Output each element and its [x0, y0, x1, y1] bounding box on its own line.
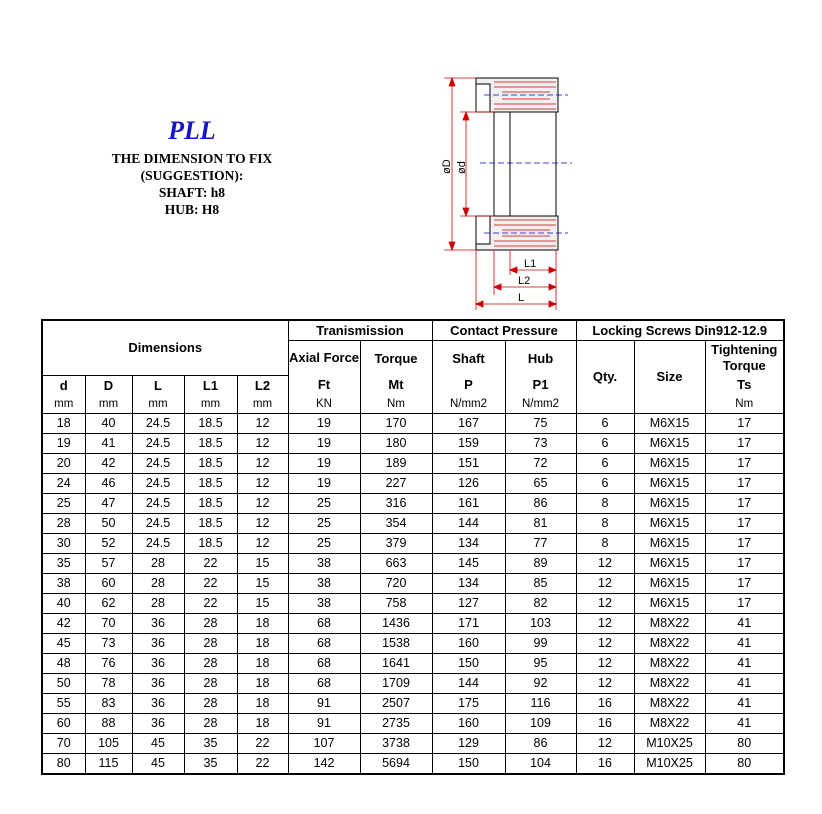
- cell-qty: 16: [576, 753, 634, 774]
- cell-L1: 35: [184, 733, 237, 753]
- cell-mt: 1709: [360, 673, 432, 693]
- cell-L1: 18.5: [184, 433, 237, 453]
- cell-L1: 28: [184, 633, 237, 653]
- cell-size: M6X15: [634, 413, 705, 433]
- unit-cell: mm: [184, 395, 237, 414]
- cell-D: 40: [85, 413, 132, 433]
- cell-mt: 180: [360, 433, 432, 453]
- cell-L1: 18.5: [184, 533, 237, 553]
- cell-ft: 25: [288, 513, 360, 533]
- cell-L2: 22: [237, 733, 288, 753]
- unit-cell: mm: [237, 395, 288, 414]
- cell-d: 40: [42, 593, 85, 613]
- table-row: [42, 653, 784, 673]
- cell-D: 60: [85, 573, 132, 593]
- cell-p: 150: [432, 653, 505, 673]
- l2-label: L2: [518, 275, 531, 287]
- table-row: [42, 413, 784, 433]
- cell-ts: 41: [705, 713, 784, 733]
- cell-mt: 1436: [360, 613, 432, 633]
- cell-L: 24.5: [132, 453, 184, 473]
- cell-qty: 12: [576, 553, 634, 573]
- cell-size: M6X15: [634, 513, 705, 533]
- cell-d: 28: [42, 513, 85, 533]
- cell-qty: 12: [576, 733, 634, 753]
- cell-L1: 28: [184, 673, 237, 693]
- cell-D: 70: [85, 613, 132, 633]
- cell-qty: 6: [576, 453, 634, 473]
- cell-p1: 81: [505, 513, 576, 533]
- cell-L2: 12: [237, 453, 288, 473]
- shaft-header: Shaft: [432, 341, 505, 376]
- cell-L2: 18: [237, 633, 288, 653]
- table-row: [42, 593, 784, 613]
- cell-mt: 170: [360, 413, 432, 433]
- cell-L1: 28: [184, 613, 237, 633]
- cell-L2: 18: [237, 693, 288, 713]
- cell-L: 24.5: [132, 513, 184, 533]
- unit-cell: mm: [42, 395, 85, 414]
- cell-ts: 17: [705, 593, 784, 613]
- cell-L2: 15: [237, 593, 288, 613]
- cell-L1: 28: [184, 653, 237, 673]
- table-row: [42, 613, 784, 633]
- cell-D: 88: [85, 713, 132, 733]
- cell-ts: 80: [705, 753, 784, 774]
- cell-d: 70: [42, 733, 85, 753]
- cell-mt: 663: [360, 553, 432, 573]
- cell-mt: 227: [360, 473, 432, 493]
- torque-header: Torque: [360, 341, 432, 376]
- cell-mt: 379: [360, 533, 432, 553]
- cell-d: 60: [42, 713, 85, 733]
- dimension-lines: [444, 78, 556, 310]
- cell-p: 144: [432, 513, 505, 533]
- cell-ft: 19: [288, 433, 360, 453]
- cell-L1: 18.5: [184, 473, 237, 493]
- cell-size: M6X15: [634, 533, 705, 553]
- cell-d: 35: [42, 553, 85, 573]
- cell-L: 36: [132, 713, 184, 733]
- cell-mt: 5694: [360, 753, 432, 774]
- cell-D: 41: [85, 433, 132, 453]
- cell-L1: 18.5: [184, 513, 237, 533]
- symbol-Ft: Ft: [288, 375, 360, 395]
- cell-L: 36: [132, 693, 184, 713]
- cell-L: 24.5: [132, 433, 184, 453]
- unit-cell: N/mm2: [432, 395, 505, 414]
- cell-L1: 22: [184, 593, 237, 613]
- table-row: [42, 753, 784, 774]
- cell-D: 76: [85, 653, 132, 673]
- cell-mt: 1538: [360, 633, 432, 653]
- cell-D: 57: [85, 553, 132, 573]
- cell-L2: 12: [237, 513, 288, 533]
- cell-d: 25: [42, 493, 85, 513]
- axial-force-header: Axial Force: [288, 341, 360, 376]
- cell-ft: 68: [288, 613, 360, 633]
- cell-ts: 41: [705, 673, 784, 693]
- cell-p1: 95: [505, 653, 576, 673]
- fit-suggestion: [90, 150, 294, 218]
- cell-p: 126: [432, 473, 505, 493]
- table-row: [42, 433, 784, 453]
- cell-size: M6X15: [634, 493, 705, 513]
- suggestion-line: THE DIMENSION TO FIX: [111, 151, 273, 166]
- brand-title: PLL: [168, 116, 216, 145]
- cell-p1: 92: [505, 673, 576, 693]
- cell-D: 52: [85, 533, 132, 553]
- cell-p1: 99: [505, 633, 576, 653]
- cell-qty: 12: [576, 673, 634, 693]
- cell-L2: 12: [237, 413, 288, 433]
- cell-L1: 18.5: [184, 453, 237, 473]
- cell-L: 36: [132, 653, 184, 673]
- cell-size: M6X15: [634, 593, 705, 613]
- cell-p: 160: [432, 713, 505, 733]
- cell-p: 134: [432, 533, 505, 553]
- cell-size: M10X25: [634, 753, 705, 774]
- cell-ft: 107: [288, 733, 360, 753]
- cell-D: 115: [85, 753, 132, 774]
- cell-p1: 82: [505, 593, 576, 613]
- cell-ts: 41: [705, 693, 784, 713]
- cell-d: 19: [42, 433, 85, 453]
- size-header: Size: [634, 341, 705, 414]
- cell-L: 28: [132, 573, 184, 593]
- table-row: [42, 673, 784, 693]
- cell-ts: 41: [705, 633, 784, 653]
- cell-L1: 18.5: [184, 413, 237, 433]
- cell-size: M8X22: [634, 693, 705, 713]
- cell-d: 42: [42, 613, 85, 633]
- spec-table-body: [42, 413, 784, 774]
- cell-mt: 1641: [360, 653, 432, 673]
- symbol-L1: L1: [184, 375, 237, 395]
- cell-L2: 15: [237, 553, 288, 573]
- cell-L: 36: [132, 613, 184, 633]
- cell-p: 151: [432, 453, 505, 473]
- cell-D: 50: [85, 513, 132, 533]
- symbol-d: d: [42, 375, 85, 395]
- cell-ft: 25: [288, 493, 360, 513]
- cell-d: 48: [42, 653, 85, 673]
- cell-L2: 12: [237, 533, 288, 553]
- table-row: [42, 573, 784, 593]
- unit-cell: KN: [288, 395, 360, 414]
- cell-mt: 2507: [360, 693, 432, 713]
- l1-label: L1: [524, 258, 537, 270]
- cell-size: M8X22: [634, 673, 705, 693]
- cell-p: 160: [432, 633, 505, 653]
- inner-diameter-label: ød: [456, 161, 468, 174]
- hub-header: Hub: [505, 341, 576, 376]
- cell-ft: 19: [288, 453, 360, 473]
- cell-ft: 68: [288, 653, 360, 673]
- table-row: [42, 513, 784, 533]
- cell-size: M6X15: [634, 473, 705, 493]
- cell-D: 62: [85, 593, 132, 613]
- cell-L2: 18: [237, 613, 288, 633]
- cell-L1: 35: [184, 753, 237, 774]
- symbol-L2: L2: [237, 375, 288, 395]
- table-row: [42, 553, 784, 573]
- cell-L2: 12: [237, 473, 288, 493]
- cell-size: M10X25: [634, 733, 705, 753]
- cell-ts: 17: [705, 573, 784, 593]
- cell-ts: 17: [705, 533, 784, 553]
- cell-L2: 12: [237, 493, 288, 513]
- cell-ts: 17: [705, 413, 784, 433]
- cell-L: 45: [132, 733, 184, 753]
- unit-cell: Nm: [360, 395, 432, 414]
- group-contact-pressure: Contact Pressure: [432, 320, 576, 341]
- cell-qty: 12: [576, 573, 634, 593]
- table-row: [42, 633, 784, 653]
- cell-ft: 38: [288, 573, 360, 593]
- cell-qty: 12: [576, 653, 634, 673]
- symbol-P: P: [432, 375, 505, 395]
- cell-p: 144: [432, 673, 505, 693]
- cell-qty: 6: [576, 413, 634, 433]
- cell-p1: 104: [505, 753, 576, 774]
- cell-L2: 12: [237, 433, 288, 453]
- l-label: L: [518, 292, 525, 304]
- cell-L: 36: [132, 633, 184, 653]
- cell-ts: 17: [705, 473, 784, 493]
- cell-ts: 17: [705, 433, 784, 453]
- table-row: [42, 473, 784, 493]
- cell-size: M6X15: [634, 453, 705, 473]
- cell-p1: 109: [505, 713, 576, 733]
- symbol-Ts: Ts: [705, 375, 784, 395]
- symbol-P1: P1: [505, 375, 576, 395]
- group-header-row: [42, 320, 784, 341]
- cell-ts: 17: [705, 453, 784, 473]
- table-row: [42, 693, 784, 713]
- cell-L: 28: [132, 593, 184, 613]
- cell-qty: 12: [576, 593, 634, 613]
- cell-qty: 16: [576, 693, 634, 713]
- cell-D: 78: [85, 673, 132, 693]
- cell-d: 18: [42, 413, 85, 433]
- cell-mt: 189: [360, 453, 432, 473]
- cell-ft: 38: [288, 553, 360, 573]
- cell-qty: 6: [576, 473, 634, 493]
- cell-ts: 41: [705, 613, 784, 633]
- cell-ft: 142: [288, 753, 360, 774]
- cell-d: 38: [42, 573, 85, 593]
- cell-size: M8X22: [634, 713, 705, 733]
- unit-cell: mm: [85, 395, 132, 414]
- tightening-torque-header: Tightening Torque: [705, 341, 784, 376]
- cell-qty: 12: [576, 613, 634, 633]
- table-row: [42, 493, 784, 513]
- suggestion-line: (SUGGESTION):: [140, 168, 244, 183]
- cell-L1: 28: [184, 713, 237, 733]
- cell-p1: 77: [505, 533, 576, 553]
- cell-qty: 8: [576, 533, 634, 553]
- cell-size: M6X15: [634, 553, 705, 573]
- group-dimensions: Dimensions: [42, 320, 288, 375]
- cell-p: 129: [432, 733, 505, 753]
- cell-ft: 19: [288, 473, 360, 493]
- symbol-L: L: [132, 375, 184, 395]
- cell-p: 175: [432, 693, 505, 713]
- cell-mt: 3738: [360, 733, 432, 753]
- symbol-D: D: [85, 375, 132, 395]
- cell-D: 42: [85, 453, 132, 473]
- cell-ft: 91: [288, 713, 360, 733]
- cell-qty: 8: [576, 513, 634, 533]
- suggestion-line: HUB: H8: [164, 202, 220, 217]
- cell-p1: 85: [505, 573, 576, 593]
- cell-L: 28: [132, 553, 184, 573]
- suggestion-line: SHAFT: h8: [158, 185, 226, 200]
- cell-p1: 89: [505, 553, 576, 573]
- spec-table: [41, 319, 785, 775]
- group-locking-screws: Locking Screws Din912-12.9: [576, 320, 784, 341]
- cell-d: 45: [42, 633, 85, 653]
- cell-ts: 41: [705, 653, 784, 673]
- cell-D: 73: [85, 633, 132, 653]
- cell-mt: 2735: [360, 713, 432, 733]
- cell-qty: 16: [576, 713, 634, 733]
- cell-L: 24.5: [132, 413, 184, 433]
- cell-d: 20: [42, 453, 85, 473]
- cell-p1: 86: [505, 493, 576, 513]
- cell-D: 105: [85, 733, 132, 753]
- qty-header: Qty.: [576, 341, 634, 414]
- cell-qty: 12: [576, 633, 634, 653]
- cell-L2: 18: [237, 713, 288, 733]
- cell-mt: 758: [360, 593, 432, 613]
- cell-p1: 73: [505, 433, 576, 453]
- table-row: [42, 533, 784, 553]
- cell-qty: 6: [576, 433, 634, 453]
- cell-ts: 17: [705, 513, 784, 533]
- cell-L2: 18: [237, 653, 288, 673]
- cell-mt: 316: [360, 493, 432, 513]
- cell-size: M6X15: [634, 573, 705, 593]
- cell-L2: 22: [237, 753, 288, 774]
- cell-p: 161: [432, 493, 505, 513]
- cell-ts: 17: [705, 553, 784, 573]
- cell-p: 167: [432, 413, 505, 433]
- cell-p1: 65: [505, 473, 576, 493]
- cell-d: 24: [42, 473, 85, 493]
- cell-p: 171: [432, 613, 505, 633]
- cell-L2: 18: [237, 673, 288, 693]
- cell-ft: 38: [288, 593, 360, 613]
- cell-size: M6X15: [634, 433, 705, 453]
- unit-cell: N/mm2: [505, 395, 576, 414]
- cell-D: 46: [85, 473, 132, 493]
- cell-D: 83: [85, 693, 132, 713]
- cell-p1: 103: [505, 613, 576, 633]
- cell-ft: 68: [288, 673, 360, 693]
- cell-L1: 28: [184, 693, 237, 713]
- cell-p1: 86: [505, 733, 576, 753]
- cell-p: 145: [432, 553, 505, 573]
- cell-L1: 22: [184, 553, 237, 573]
- cell-size: M8X22: [634, 613, 705, 633]
- cell-L: 45: [132, 753, 184, 774]
- cell-ft: 68: [288, 633, 360, 653]
- unit-cell: Nm: [705, 395, 784, 414]
- cell-ts: 17: [705, 493, 784, 513]
- cell-mt: 354: [360, 513, 432, 533]
- cell-p1: 116: [505, 693, 576, 713]
- cell-ft: 19: [288, 413, 360, 433]
- cell-p: 150: [432, 753, 505, 774]
- cell-D: 47: [85, 493, 132, 513]
- symbol-Mt: Mt: [360, 375, 432, 395]
- cell-mt: 720: [360, 573, 432, 593]
- cell-p: 127: [432, 593, 505, 613]
- table-row: [42, 733, 784, 753]
- cell-L: 36: [132, 673, 184, 693]
- group-transmission: Tranismission: [288, 320, 432, 341]
- cell-d: 80: [42, 753, 85, 774]
- cell-p1: 72: [505, 453, 576, 473]
- cell-d: 55: [42, 693, 85, 713]
- cell-d: 50: [42, 673, 85, 693]
- cell-ft: 25: [288, 533, 360, 553]
- cell-L2: 15: [237, 573, 288, 593]
- table-row: [42, 453, 784, 473]
- cell-ft: 91: [288, 693, 360, 713]
- cell-qty: 8: [576, 493, 634, 513]
- cell-size: M8X22: [634, 653, 705, 673]
- cell-d: 30: [42, 533, 85, 553]
- cell-L: 24.5: [132, 533, 184, 553]
- cell-L1: 18.5: [184, 493, 237, 513]
- cell-L1: 22: [184, 573, 237, 593]
- table-row: [42, 713, 784, 733]
- cell-p: 134: [432, 573, 505, 593]
- locking-assembly-drawing: [430, 70, 580, 315]
- cell-p: 159: [432, 433, 505, 453]
- cell-L: 24.5: [132, 493, 184, 513]
- outer-diameter-label: øD: [441, 159, 453, 174]
- cell-size: M8X22: [634, 633, 705, 653]
- unit-cell: mm: [132, 395, 184, 414]
- cell-p1: 75: [505, 413, 576, 433]
- cell-L: 24.5: [132, 473, 184, 493]
- cell-ts: 80: [705, 733, 784, 753]
